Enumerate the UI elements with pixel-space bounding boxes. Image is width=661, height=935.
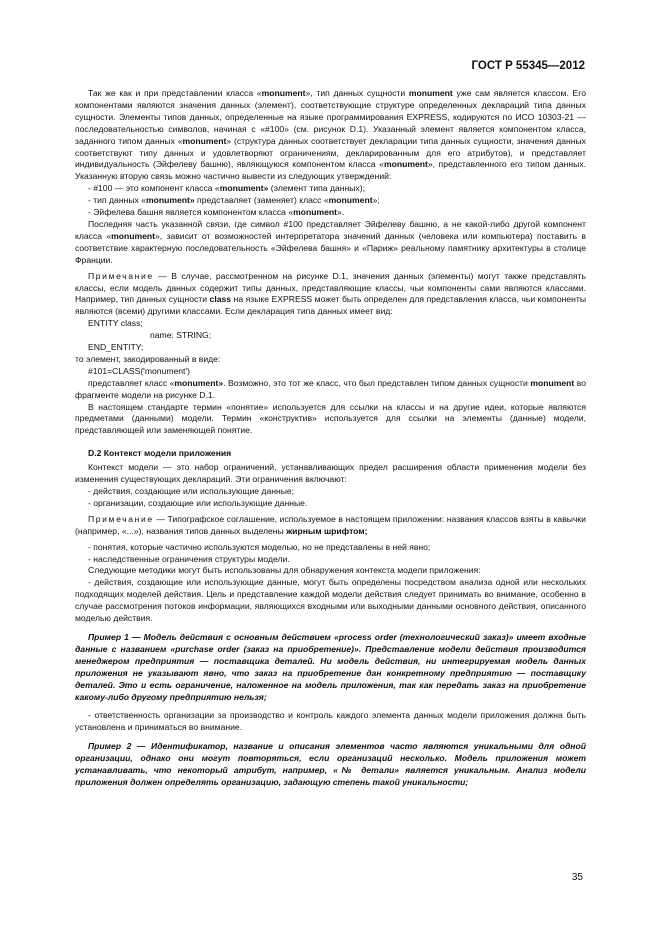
list-item: - действия, создающие или использующие данные; — [88, 486, 295, 496]
list-item: - наследственные ограничения структуры модели. — [88, 553, 290, 564]
example-1: Пример 1 — Модель действия с основным действием «process order (технологический заказ)» имеет входные данные с названием «purchase order (заказ на приобретение)». Представление модели действия производится менеджером предприятия — поставщика деталей. Ни модель действия, ни интегрируемая модель данных приложения не указывают явно, что заказ на приобретение дан конкретному предприятию — поставщику деталей. Это и есть ограничение, наложенное на модель приложения, так как передать заказ на приобретение какому-либо другому предприятию нельзя; — [75, 631, 586, 702]
document-id-header: ГОСТ Р 55345—2012 — [471, 60, 585, 72]
list-item: - тип данных «monument» представляет (заменяет) класс «monument»; — [88, 195, 380, 206]
section-heading: D.2 Контекст модели приложения — [88, 448, 232, 459]
paragraph-3: представляет класс «monument». Возможно, это тот же класс, что был представлен типом данных сущности monument во фрагменте модели на рисунке D.1. — [75, 377, 586, 400]
example-2: Пример 2 — Идентификатор, название и описания элементов часто являются уникальными для одной организации, однако они могут повторяться, если организаций несколько. Модель приложения может устанавливать, что некоторый атрибут, например, «№ детали» является уникальным. Анализ модели приложения должен определять организацию, задающую степень такой уникальности; — [75, 741, 586, 787]
note-2: Примечание — Типографское соглашение, используемое в настоящем приложении: названия классов взяты в кавычки (например, «...»), названия типов данных выделены жирным шрифтом; — [75, 513, 586, 536]
list-item: - понятия, которые частично используются моделью, но не представлены в ней явно; — [88, 541, 431, 552]
code-line: #101=CLASS('monument') — [88, 365, 190, 376]
paragraph-5: Контекст модели — это набор ограничений, устанавливающих предел расширения области применения модели без изменения существующих деклараций. Эти ограничения включают: — [75, 462, 586, 485]
paragraph-7: - действия, создающие или использующие данные, могут быть определены посредством анализа одной или нескольких подходящих моделей действия. Цель и представление каждой модели действия следует принимать во внимание, особенно в случае рассмотрения потоков информации, являющихся входными или выходными данными основного действия, описанного моделью действия. — [75, 577, 586, 624]
code-line: ENTITY class; — [88, 318, 143, 329]
paragraph-4: В настоящем стандарте термин «понятие» используется для ссылки на классы и на другие идеи, которые являются предметами (данными) модели. Термин «конструктив» используется для ссылки на элементы (данные) модели, представляющей или заменяющей понятие. — [75, 401, 586, 436]
paragraph-8: - ответственность организации за производство и контроль каждого элемента данных модели приложения должна быть установлена и приниматься во внимание. — [75, 710, 586, 733]
code-line: name: STRING; — [150, 330, 212, 341]
page-body — [75, 88, 586, 789]
list-item: - #100 — это компонент класса «monument» (элемент типа данных); — [88, 183, 365, 194]
code-text: то элемент, закодированный в виде: — [75, 353, 221, 364]
code-line: END_ENTITY; — [88, 342, 144, 353]
list-item: - организации, создающие или использующие данные. — [88, 497, 308, 508]
note-1: Примечание — В случае, рассмотренном на рисунке D.1, значения данных (элементы) могут также представлять классы, если модель данных содержит типы данных, представляющие классы, чьи компоненты сами являются классами. Например, тип данных сущности class на языке EXPRESS может быть определен для представления класса, чьи компоненты являются (всеми) другими классами. Если декларация типа данных имеет вид: — [75, 270, 587, 317]
paragraph-2: Последняя часть указанной связи, где символ #100 представляет Эйфелеву башню, а не какой-либо другой компонент класса «monument», зависит от возможностей интерпретатора значений данных (человека или компьютера) поставить в соответствие характерную последовательность «Эйфелева башня» и «Париж» реальному памятнику архитектуры в столице Франции. — [75, 218, 586, 265]
paragraph-1: Так же как и при представлении класса «monument», тип данных сущности monument уже сам является классом. Его компонентами являются значения данных (элемент), соответствующие структуре определенных деклараций типа данных сущности. Элементы типов данных, определенные на языке программирования EXPRESS, кодируются по ИСО 10303-21 — последовательностью символов, начиная с «#100» (см. рисунок D.1). Указанный элемент является компонентом класса, заданного типом данных «monument» (структура данных соответствует декларации типа данных сущности, значения данных соответствуют типу данных и удовлетворяют ограничениям, декларированным для его атрибутов), и представляет индивидуальность (Эйфелеву башню), являющуюся компонентом класса «monument», представленного его типом данных. Указанную вторую связь можно частично вывести из следующих утверждений: — [75, 88, 586, 182]
list-item: - Эйфелева башня является компонентом класса «monument». — [88, 207, 345, 218]
page-number: 35 — [571, 872, 583, 883]
paragraph-6: Следующие методики могут быть использованы для обнаружения контекста модели приложения: — [88, 565, 481, 576]
